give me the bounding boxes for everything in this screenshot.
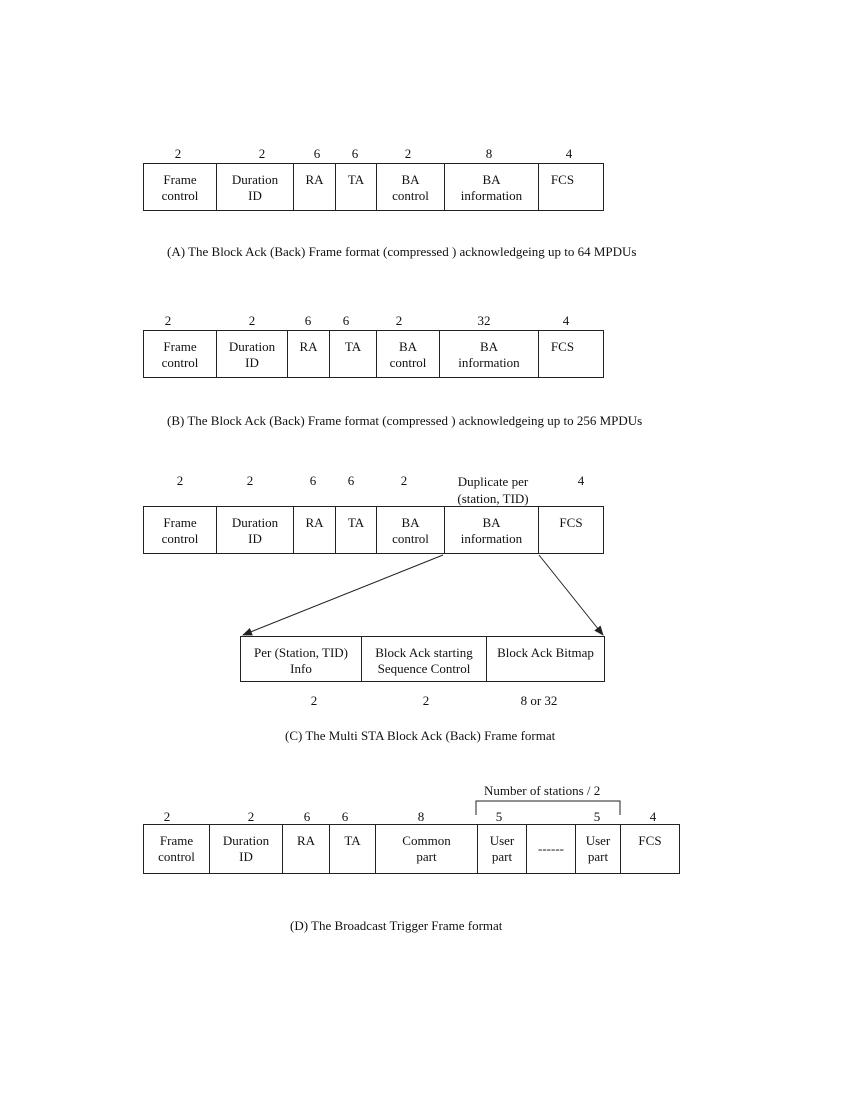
caption-a: (A) The Block Ack (Back) Frame format (compressed ) acknowledgeing up to 64 MPDUs [167, 244, 637, 259]
size-ta: 6 [341, 809, 349, 824]
field-user-part-first: User part [477, 825, 526, 873]
field-fcs: FCS [538, 331, 586, 377]
field-frame-control: Frame control [161, 339, 199, 370]
size-duration-id: 2 [246, 473, 254, 488]
caption-b: (B) The Block Ack (Back) Frame format (compressed ) acknowledgeing up to 256 MPDUs [167, 413, 643, 428]
size-duration-id: 2 [247, 809, 255, 824]
field-ta: TA [329, 331, 376, 377]
field-ba-information: BA information [439, 331, 538, 377]
field-ta: TA [335, 164, 376, 210]
frame-d [143, 824, 680, 874]
subsize-block-ack-ssc: 2 [422, 693, 430, 708]
field-ta: TA [329, 825, 375, 873]
size-fcs: 4 [565, 146, 573, 161]
field-ra: RA [287, 331, 329, 377]
field-frame-control: Frame control [158, 833, 195, 864]
field-fcs: FCS [538, 164, 586, 210]
subfield-block-ack-starting-sequence-control: Block Ack starting Sequence Control [361, 637, 486, 681]
field-ba-control: BA control [376, 331, 439, 377]
size-ra: 6 [304, 313, 312, 328]
field-ta: TA [335, 507, 376, 553]
size-ra: 6 [309, 473, 317, 488]
size-frame-control: 2 [163, 809, 171, 824]
size-fcs: 4 [577, 473, 585, 488]
caption-c: (C) The Multi STA Block Ack (Back) Frame format [285, 728, 556, 743]
subsize-per-station-tid-info: 2 [310, 693, 318, 708]
size-ta: 6 [347, 473, 355, 488]
field-duration-id: Duration ID [216, 164, 293, 210]
field-ra: RA [293, 507, 335, 553]
field-user-part-last: User part [575, 825, 620, 873]
field-duration-id: Duration ID [209, 825, 282, 873]
subfield-block-ack-bitmap: Block Ack Bitmap [486, 637, 604, 681]
subsize-block-ack-bitmap: 8 or 32 [520, 693, 558, 708]
size-common-part: 8 [417, 809, 425, 824]
field-frame-control: Frame control [161, 172, 199, 203]
subfield-per-station-tid-info: Per (Station, TID) Info [254, 645, 348, 676]
field-ra: RA [293, 164, 335, 210]
size-frame-control: 2 [174, 146, 182, 161]
size-duration-id: 2 [258, 146, 266, 161]
size-fcs: 4 [562, 313, 570, 328]
size-ba-information: Duplicate per (station, TID) [457, 474, 529, 506]
field-frame-control: Frame control [161, 515, 199, 546]
size-ra: 6 [303, 809, 311, 824]
size-ta: 6 [351, 146, 359, 161]
field-ba-control: BA control [376, 507, 444, 553]
size-ta: 6 [342, 313, 350, 328]
field-duration-id: Duration ID [216, 507, 293, 553]
size-ba-control: 2 [400, 473, 408, 488]
size-user-part-first: 5 [495, 809, 503, 824]
size-frame-control: 2 [164, 313, 172, 328]
field-fcs: FCS [620, 825, 679, 873]
field-common-part: Common part [375, 825, 477, 873]
field-ba-information: BA information [444, 164, 538, 210]
size-fcs: 4 [649, 809, 657, 824]
size-ba-information: 32 [477, 313, 491, 328]
size-ba-control: 2 [395, 313, 403, 328]
field-ba-information: BA information [444, 507, 538, 553]
size-duration-id: 2 [248, 313, 256, 328]
size-ba-information: 8 [485, 146, 493, 161]
caption-d: (D) The Broadcast Trigger Frame format [290, 918, 503, 933]
field-fcs: FCS [538, 507, 603, 553]
size-user-part-last: 5 [593, 809, 601, 824]
field-duration-id: Duration ID [216, 331, 287, 377]
field-ra: RA [282, 825, 329, 873]
size-frame-control: 2 [176, 473, 184, 488]
size-ra: 6 [313, 146, 321, 161]
field-ellipsis: ------ [526, 825, 575, 873]
field-ba-control: BA control [376, 164, 444, 210]
bracket-label: Number of stations / 2 [484, 783, 601, 798]
size-ba-control: 2 [404, 146, 412, 161]
